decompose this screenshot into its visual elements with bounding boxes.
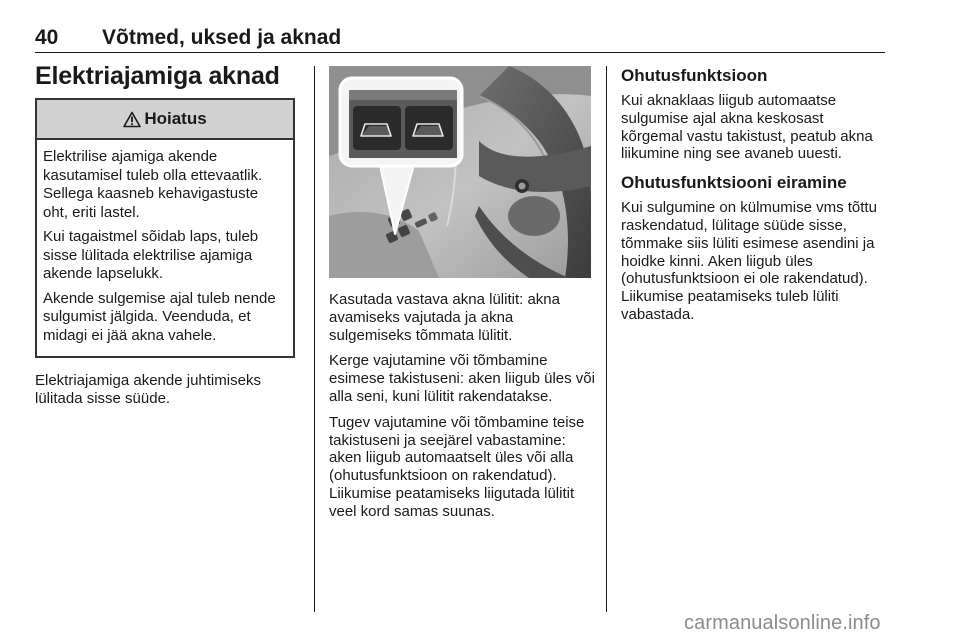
subsection-heading: Ohutusfunktsioon <box>621 66 768 85</box>
warning-box <box>35 98 295 358</box>
column2-text <box>329 291 597 529</box>
section-title: Elektriajamiga aknad <box>35 62 280 90</box>
body-paragraph: Kui sulgumine on külmumise vms tõttu raskendatud, lülitage süüde sisse, tõmmake siis lüliti esimese asendini ja hoidke kinni. Aken liigub üles (ohutusfunktsioon ei ole rakendatud). Liikumise peatamiseks tuleb lüliti vabastada. <box>621 199 877 323</box>
warning-paragraph: Elektrilise ajamiga akende kasutamisel tuleb olla ettevaatlik. Sellega kaasneb kehavigastuste oht, eriti lastel. <box>43 148 263 221</box>
column1-text <box>35 372 297 416</box>
subsection-heading: Ohutusfunktsiooni eiramine <box>621 173 847 193</box>
warning-paragraph: Akende sulgemise ajal tuleb nende sulgumist jälgida. Veenduda, et midagi ei jää akna vahele. <box>43 289 276 344</box>
body-paragraph: Tugev vajutamine või tõmbamine teise takistuseni ja seejärel vabastamine: aken liigub automaatselt üles või alla (ohutusfunktsioon on rakendatud). Liikumise peatamiseks liigutada lülitit veel kord samas suunas. <box>329 413 585 520</box>
body-paragraph: Kerge vajutamine või tõmbamine esimese takistuseni: aken liigub üles või alla seni, kuni lülitit rakendatakse. <box>329 352 595 405</box>
body-paragraph: Elektriajamiga akende juhtimiseks lülitada sisse süüde. <box>35 372 261 407</box>
page-number: 40 <box>35 26 59 49</box>
warning-header <box>37 100 293 140</box>
column3 <box>621 66 889 334</box>
header-rule <box>35 52 885 53</box>
window-switch-illustration <box>329 66 591 278</box>
chapter-title: Võtmed, uksed ja aknad <box>102 26 342 49</box>
warning-triangle-icon <box>123 111 141 128</box>
warning-body <box>37 140 293 345</box>
warning-paragraph: Kui tagaistmel sõidab laps, tuleb sisse lülitada elektrilise ajamiga akende lapselukk. <box>43 228 259 282</box>
watermark: carmanualsonline.info <box>684 612 881 634</box>
window-switch-figure <box>329 66 591 278</box>
column-divider <box>314 66 315 612</box>
body-paragraph: Kasutada vastava akna lülitit: akna avamiseks vajutada ja akna sulgemiseks tõmmata lülitit. <box>329 291 560 344</box>
column-divider <box>606 66 607 612</box>
body-paragraph: Kui aknaklaas liigub automaatse sulgumise ajal akna keskosast kõrgemal vastu takistust, peatub akna liikumine ning see avaneb uuesti. <box>621 92 873 163</box>
warning-title: Hoiatus <box>144 109 207 128</box>
